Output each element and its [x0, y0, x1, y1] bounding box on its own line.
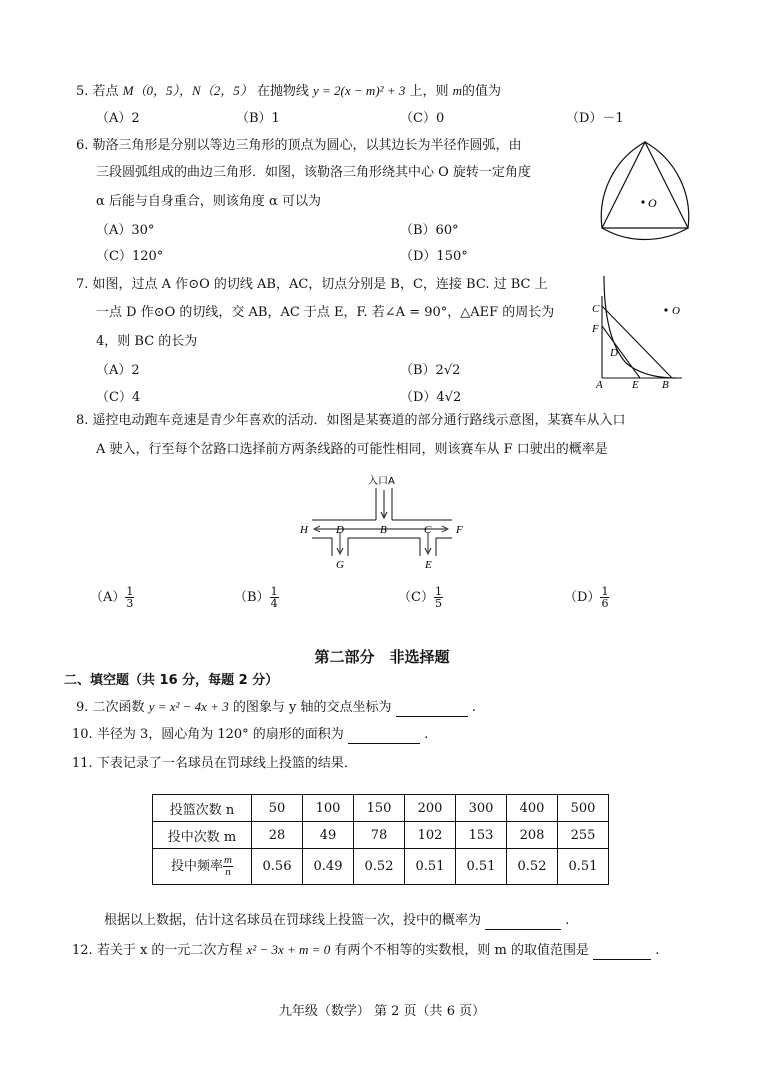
road-label-c: C: [424, 524, 432, 536]
q5-number: 5.: [76, 84, 89, 99]
reuleaux-arcs: [601, 142, 688, 240]
label-d: D: [610, 347, 618, 359]
q6-option-b[interactable]: （B）60°: [400, 223, 459, 238]
q10-answer-blank[interactable]: [348, 729, 420, 744]
q6-line2: 三段圆弧组成的曲边三角形．如图，该勒洛三角形绕其中心 O 旋转一定角度: [96, 165, 531, 180]
road-label-e: E: [425, 559, 432, 571]
q8-fraction-a: $\frac{1}{3}$: [126, 585, 134, 610]
q12: 12. 若关于 x 的一元二次方程 x² − 3x + m = 0 有两个不相等的实数根，则 m 的取值范围是 .: [72, 942, 660, 958]
label-b: B: [662, 379, 669, 390]
q5-text-a: 若点: [92, 84, 119, 99]
label-a: A: [596, 379, 603, 390]
q11-conclusion-text: 根据以上数据，估计这名球员在罚球线上投篮一次，投中的概率为: [104, 913, 482, 928]
q10: 10. 半径为 3，圆心角为 120° 的扇形的面积为 .: [72, 727, 429, 742]
q7-option-b[interactable]: （B）2√2: [400, 363, 461, 378]
q9-formula: y = x² − 4x + 3: [148, 699, 229, 714]
q12-text-a: 若关于 x 的一元二次方程: [96, 943, 243, 958]
q8-line2: A 驶入，行至每个岔路口选择前方两条线路的可能性相同，则该赛车从 F 口驶出的概率是: [96, 442, 608, 457]
tangent-figure: [586, 268, 696, 390]
equilateral-triangle: [602, 142, 688, 228]
q6-line3: α 后能与自身重合，则该角度 α 可以为: [96, 194, 321, 209]
q12-answer-blank[interactable]: [593, 945, 651, 960]
q8-option-b[interactable]: （B） $\frac{1}{4}$: [234, 585, 278, 610]
label-c: C: [592, 303, 600, 315]
q7-line1: [76, 276, 548, 294]
q6-line1: [76, 137, 522, 155]
center-label: O: [648, 196, 657, 210]
q7-option-a[interactable]: （A）2: [96, 363, 140, 378]
q8-option-a[interactable]: （A） $\frac{1}{3}$: [90, 585, 134, 610]
q11-intro-text: 下表记录了一名球员在罚球线上投篮的结果．: [96, 756, 357, 771]
q5-option-b[interactable]: （B）1: [236, 111, 280, 126]
q6-option-a[interactable]: （A）30°: [96, 223, 155, 238]
q5-text-b: 在抛物线: [256, 84, 309, 99]
page-footer: 九年级（数学） 第 2 页（共 6 页）: [278, 1004, 486, 1019]
road-label-b: B: [380, 524, 387, 536]
q6-text1: 勒洛三角形是分别以等边三角形的顶点为圆心，以其边长为半径作圆弧，由: [92, 138, 522, 153]
q5-option-a[interactable]: （A）2: [96, 111, 140, 126]
line-bc: [602, 306, 672, 378]
part2-title: 第二部分 非选择题: [314, 648, 450, 666]
q7-option-c[interactable]: （C）4: [96, 390, 141, 405]
q6-option-d[interactable]: （D）150°: [400, 249, 468, 264]
q5-option-d[interactable]: （D）－1: [566, 111, 624, 126]
q5-formula: y = 2(x − m)² + 3: [313, 83, 406, 98]
q5-points: M（0，5），N（2，5）: [122, 83, 253, 98]
q8-fraction-c: $\frac{1}{5}$: [434, 585, 442, 610]
table-row: 投篮次数 n 50 100 150 200 300 400 500: [153, 795, 609, 822]
q12-number: 12.: [72, 943, 93, 958]
q7-line2: 一点 D 作⊙O 的切线，交 AB，AC 于点 E，F. 若∠A = 90°，△AEF 的周长为: [96, 305, 555, 320]
q5-stem: [76, 82, 501, 101]
circle-arc: [604, 276, 676, 378]
q8-line1: [76, 412, 626, 430]
q8-fraction-d: $\frac{1}{6}$: [601, 585, 609, 610]
label-o: O: [672, 305, 680, 317]
q8-option-c[interactable]: （C） $\frac{1}{5}$: [398, 585, 442, 610]
q11-number: 11.: [72, 756, 93, 771]
q5-text-d: 的值为: [462, 84, 502, 99]
entrance-label: 入口A: [368, 476, 395, 487]
q9: 9. 二次函数 y = x² − 4x + 3 的图象与 y 轴的交点坐标为 .: [76, 699, 476, 715]
circle-center: [664, 308, 667, 311]
road-label-f: F: [456, 524, 463, 536]
label-f: F: [592, 323, 599, 335]
row-label-hits: 投中次数 m: [153, 822, 252, 849]
row-label-frequency: 投中频率 $\frac{m}{n}$: [153, 849, 252, 885]
q9-number: 9.: [76, 700, 89, 715]
q6-number: 6.: [76, 138, 89, 153]
q7-line3: 4，则 BC 的长为: [96, 334, 198, 349]
fill-in-section-header: 二、填空题（共 16 分，每题 2 分）: [64, 673, 279, 688]
q11-conclusion: 根据以上数据，估计这名球员在罚球线上投篮一次，投中的概率为 .: [104, 913, 570, 928]
table-row: 投中次数 m 28 49 78 102 153 208 255: [153, 822, 609, 849]
q5-text-c: 上，则: [409, 84, 449, 99]
q10-text: 半径为 3，圆心角为 120° 的扇形的面积为: [96, 727, 344, 742]
center-point: [641, 200, 644, 203]
shooting-results-table: [152, 794, 609, 885]
q7-option-d[interactable]: （D）4√2: [400, 390, 462, 405]
q7-text1: 如图，过点 A 作⊙O 的切线 AB，AC，切点分别是 B，C，连接 BC. 过 BC 上: [92, 277, 548, 292]
q11-answer-blank[interactable]: [485, 915, 561, 930]
q12-formula: x² − 3x + m = 0: [246, 942, 331, 957]
q8-option-d[interactable]: （D） $\frac{1}{6}$: [564, 585, 609, 610]
q8-number: 8.: [76, 413, 89, 428]
road-label-d: D: [336, 524, 344, 536]
q9-text-b: 的图象与 y 轴的交点坐标为: [232, 700, 392, 715]
q11-intro: [72, 755, 357, 773]
q9-answer-blank[interactable]: [396, 702, 468, 717]
q5-option-c[interactable]: （C）0: [400, 111, 445, 126]
q9-text-a: 二次函数: [92, 700, 145, 715]
q12-text-b: 有两个不相等的实数根，则 m 的取值范围是: [334, 943, 589, 958]
label-e: E: [632, 379, 639, 390]
q8-fraction-b: $\frac{1}{4}$: [270, 585, 278, 610]
race-track-diagram: [292, 472, 472, 572]
q8-text1: 遥控电动跑车竞速是青少年喜欢的活动．如图是某赛道的部分通行路线示意图，某赛车从入口: [92, 413, 626, 428]
row-label-attempts: 投篮次数 n: [153, 795, 252, 822]
table-row: 投中频率 $\frac{m}{n}$ 0.56 0.49 0.52 0.51 0.51 0.52 0.51: [153, 849, 609, 885]
road-label-g: G: [336, 559, 344, 571]
q10-number: 10.: [72, 727, 93, 742]
q5-var: m: [452, 83, 463, 98]
q7-number: 7.: [76, 277, 89, 292]
road-label-h: H: [300, 524, 308, 536]
reuleaux-figure: [590, 130, 700, 250]
tangent-ef: [602, 326, 640, 378]
q6-option-c[interactable]: （C）120°: [96, 249, 164, 264]
